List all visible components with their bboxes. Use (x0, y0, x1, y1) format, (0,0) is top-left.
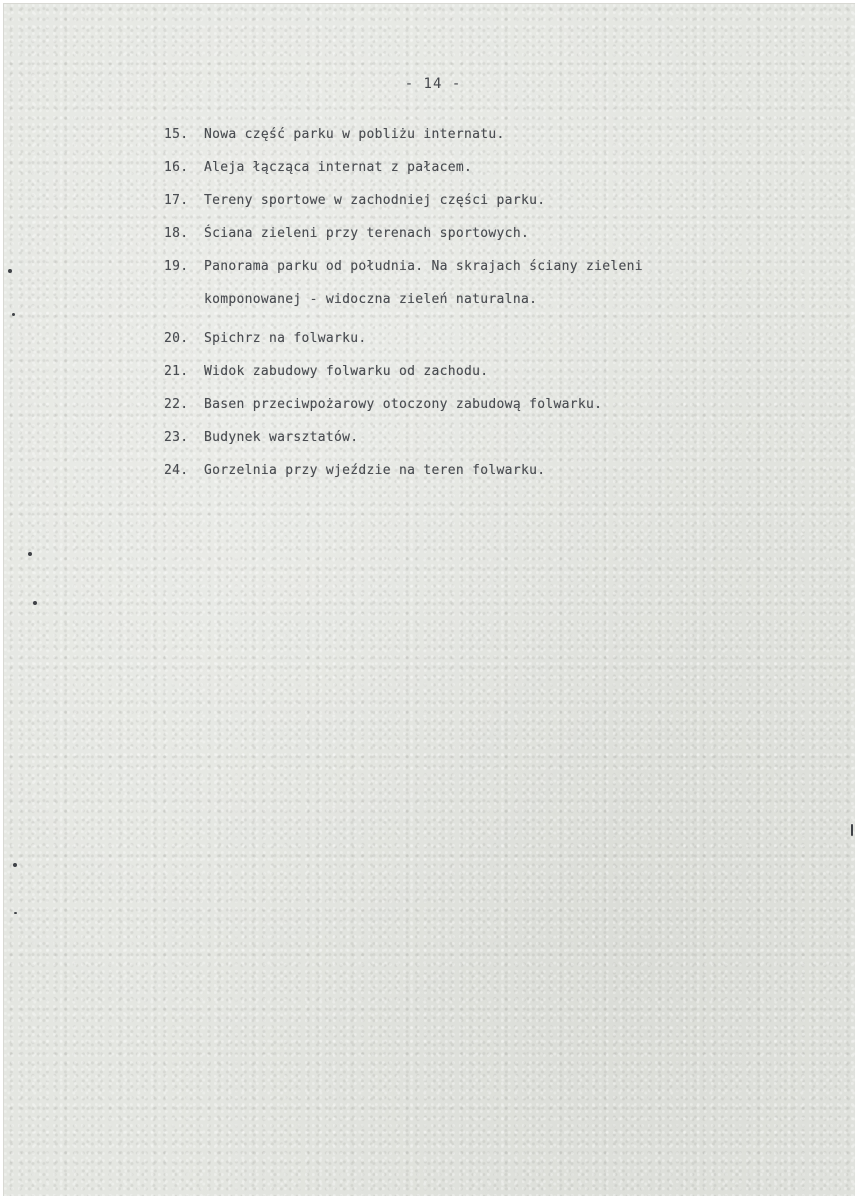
list-item (164, 124, 724, 145)
item-text: Basen przeciwpożarowy otoczony zabudową folwarku. (204, 397, 603, 412)
item-text: Gorzelnia przy wjeździe na teren folwarku. (204, 463, 546, 478)
punch-mark (12, 313, 15, 316)
item-number: 15. (164, 127, 189, 142)
item-number: 16. (164, 160, 189, 175)
punch-mark (14, 912, 17, 914)
item-text: Spichrz na folwarku. (204, 331, 367, 346)
list-item (164, 394, 724, 415)
item-text: Tereny sportowe w zachodniej części parku. (204, 193, 546, 208)
item-number: 20. (164, 331, 189, 346)
item-number: 17. (164, 193, 189, 208)
item-number: 21. (164, 364, 189, 379)
item-number: 19. (164, 259, 189, 274)
list-item (164, 328, 724, 349)
item-number: 22. (164, 397, 189, 412)
punch-mark (13, 863, 17, 867)
list-item (164, 427, 724, 448)
item-text: Aleja łącząca internat z pałacem. (204, 160, 473, 175)
list-item (164, 223, 724, 244)
item-text: Nowa część parku w pobliżu internatu. (204, 127, 505, 142)
photo-caption-list (164, 124, 724, 493)
item-number: 23. (164, 430, 189, 445)
page-number: - 14 - (404, 76, 462, 92)
item-text: Widok zabudowy folwarku od zachodu. (204, 364, 489, 379)
item-number: 24. (164, 463, 189, 478)
list-item (164, 157, 724, 178)
punch-mark (8, 269, 12, 273)
list-item (164, 361, 724, 382)
punch-mark (33, 601, 37, 605)
item-text: Panorama parku od południa. Na skrajach ściany zieleni komponowanej - widoczna zieleń naturalna. (204, 259, 643, 307)
list-item (164, 256, 724, 316)
edge-mark (851, 824, 853, 836)
document-page (3, 3, 855, 1196)
list-item (164, 190, 724, 211)
list-item (164, 460, 724, 481)
punch-mark (28, 552, 32, 556)
item-text: Budynek warsztatów. (204, 430, 359, 445)
item-text: Ściana zieleni przy terenach sportowych. (204, 226, 530, 241)
item-number: 18. (164, 226, 189, 241)
